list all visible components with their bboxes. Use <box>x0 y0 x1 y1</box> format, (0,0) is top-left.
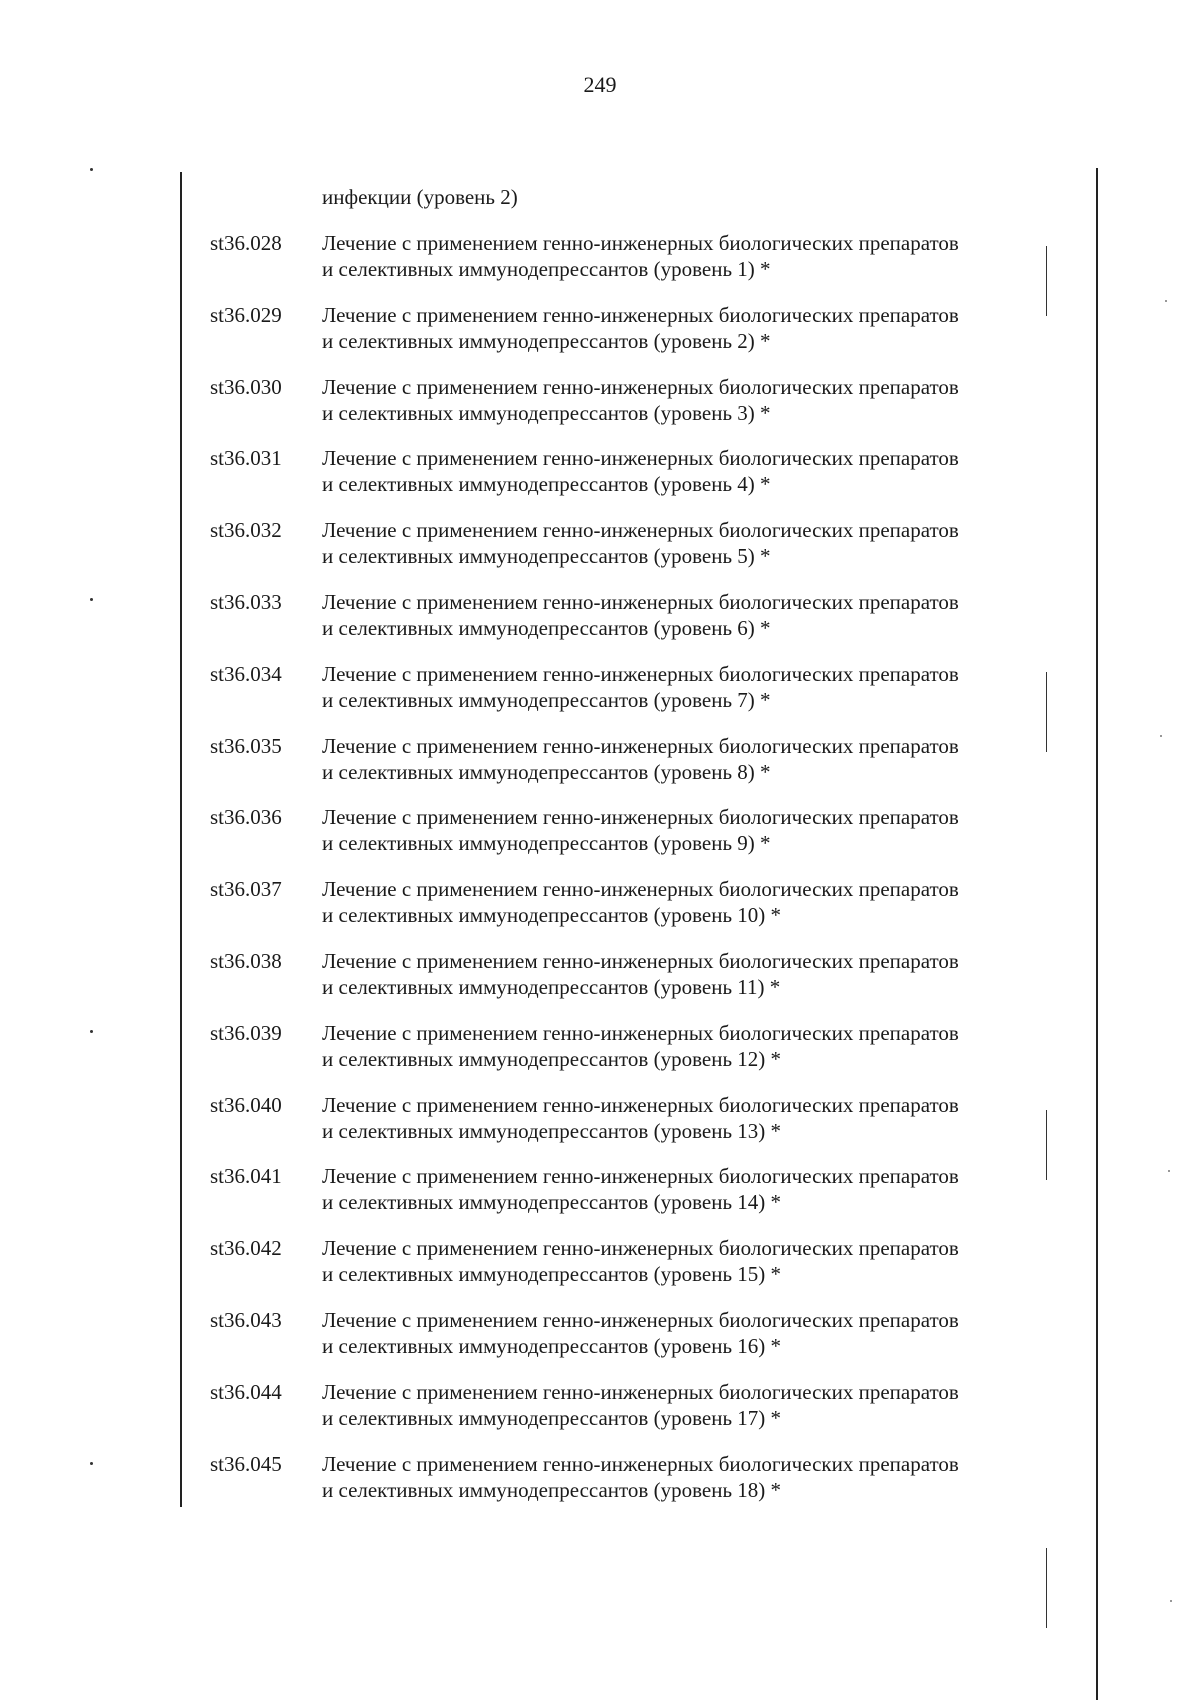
row-code: st36.034 <box>210 661 282 686</box>
punch-dot <box>90 168 93 171</box>
table-row <box>0 800 1200 860</box>
row-code: st36.042 <box>210 1236 282 1261</box>
row-description: Лечение с применением генно-инженерных биологических препаратов и селективных иммунодепрессантов (уровень 3) * <box>322 374 959 425</box>
table-row <box>0 1231 1200 1291</box>
row-description: Лечение с применением генно-инженерных биологических препаратов и селективных иммунодепрессантов (уровень 8) * <box>322 733 959 784</box>
table-row <box>0 729 1200 789</box>
row-code: st36.036 <box>210 805 282 830</box>
row-code: st36.039 <box>210 1020 282 1045</box>
row-code: st36.033 <box>210 590 282 614</box>
row-code: st36.041 <box>210 1164 282 1189</box>
row-description: Лечение с применением генно-инженерных биологических препаратов и селективных иммунодепрессантов (уровень 5) * <box>322 518 959 569</box>
row-description: Лечение с применением генно-инженерных биологических препаратов и селективных иммунодепрессантов (уровень 12) * <box>322 1020 959 1071</box>
row-description: Лечение с применением генно-инженерных биологических препаратов и селективных иммунодепрессантов (уровень 16) * <box>322 1308 959 1358</box>
row-code: st36.037 <box>210 877 282 902</box>
page-number: 249 <box>583 72 617 97</box>
row-code: st36.038 <box>210 949 282 973</box>
row-code: st36.043 <box>210 1308 282 1332</box>
row-code: st36.044 <box>210 1379 282 1404</box>
row-code: st36.035 <box>210 733 282 758</box>
scan-speck <box>1170 1600 1172 1602</box>
table-row <box>0 1016 1200 1076</box>
row-description: Лечение с применением генно-инженерных биологических препаратов и селективных иммунодепрессантов (уровень 4) * <box>322 446 959 497</box>
table-row <box>0 1088 1200 1148</box>
table-row <box>0 1375 1200 1435</box>
table-row <box>0 226 1200 286</box>
row-code: st36.045 <box>210 1451 282 1476</box>
row-description: Лечение с применением генно-инженерных биологических препаратов и селективных иммунодепрессантов (уровень 14) * <box>322 1164 959 1215</box>
table-row <box>0 1303 1200 1363</box>
table-row <box>0 944 1200 1004</box>
table-row <box>0 513 1200 573</box>
row-description: Лечение с применением генно-инженерных биологических препаратов и селективных иммунодепрессантов (уровень 6) * <box>322 590 959 640</box>
table-row <box>0 1447 1200 1507</box>
row-description: Лечение с применением генно-инженерных биологических препаратов и селективных иммунодепрессантов (уровень 9) * <box>322 805 959 856</box>
row-description: Лечение с применением генно-инженерных биологических препаратов и селективных иммунодепрессантов (уровень 11) * <box>322 949 959 999</box>
row-description: Лечение с применением генно-инженерных биологических препаратов и селективных иммунодепрессантов (уровень 10) * <box>322 877 959 928</box>
row-code: st36.040 <box>210 1092 282 1117</box>
row-code: st36.031 <box>210 446 282 471</box>
table-row <box>0 657 1200 717</box>
table-row <box>0 585 1200 645</box>
row-description: Лечение с применением генно-инженерных биологических препаратов и селективных иммунодепрессантов (уровень 17) * <box>322 1379 959 1430</box>
row-code: st36.030 <box>210 374 282 399</box>
row-code: st36.029 <box>210 302 282 327</box>
continued-entry-text: инфекции (уровень 2) <box>322 185 518 209</box>
table-row <box>0 441 1200 501</box>
row-description: Лечение с применением генно-инженерных биологических препаратов и селективных иммунодепрессантов (уровень 7) * <box>322 661 959 712</box>
row-code: st36.028 <box>210 231 282 255</box>
row-description: Лечение с применением генно-инженерных биологических препаратов и селективных иммунодепрессантов (уровень 1) * <box>322 231 959 281</box>
margin-mark <box>1046 1548 1047 1628</box>
table-row <box>0 872 1200 932</box>
table-row <box>0 1159 1200 1219</box>
row-description: Лечение с применением генно-инженерных биологических препаратов и селективных иммунодепрессантов (уровень 2) * <box>322 302 959 353</box>
row-description: Лечение с применением генно-инженерных биологических препаратов и селективных иммунодепрессантов (уровень 13) * <box>322 1092 959 1143</box>
row-description: Лечение с применением генно-инженерных биологических препаратов и селективных иммунодепрессантов (уровень 18) * <box>322 1451 959 1502</box>
table-row <box>0 298 1200 358</box>
row-description: Лечение с применением генно-инженерных биологических препаратов и селективных иммунодепрессантов (уровень 15) * <box>322 1236 959 1287</box>
table-row <box>0 370 1200 430</box>
row-code: st36.032 <box>210 518 282 543</box>
